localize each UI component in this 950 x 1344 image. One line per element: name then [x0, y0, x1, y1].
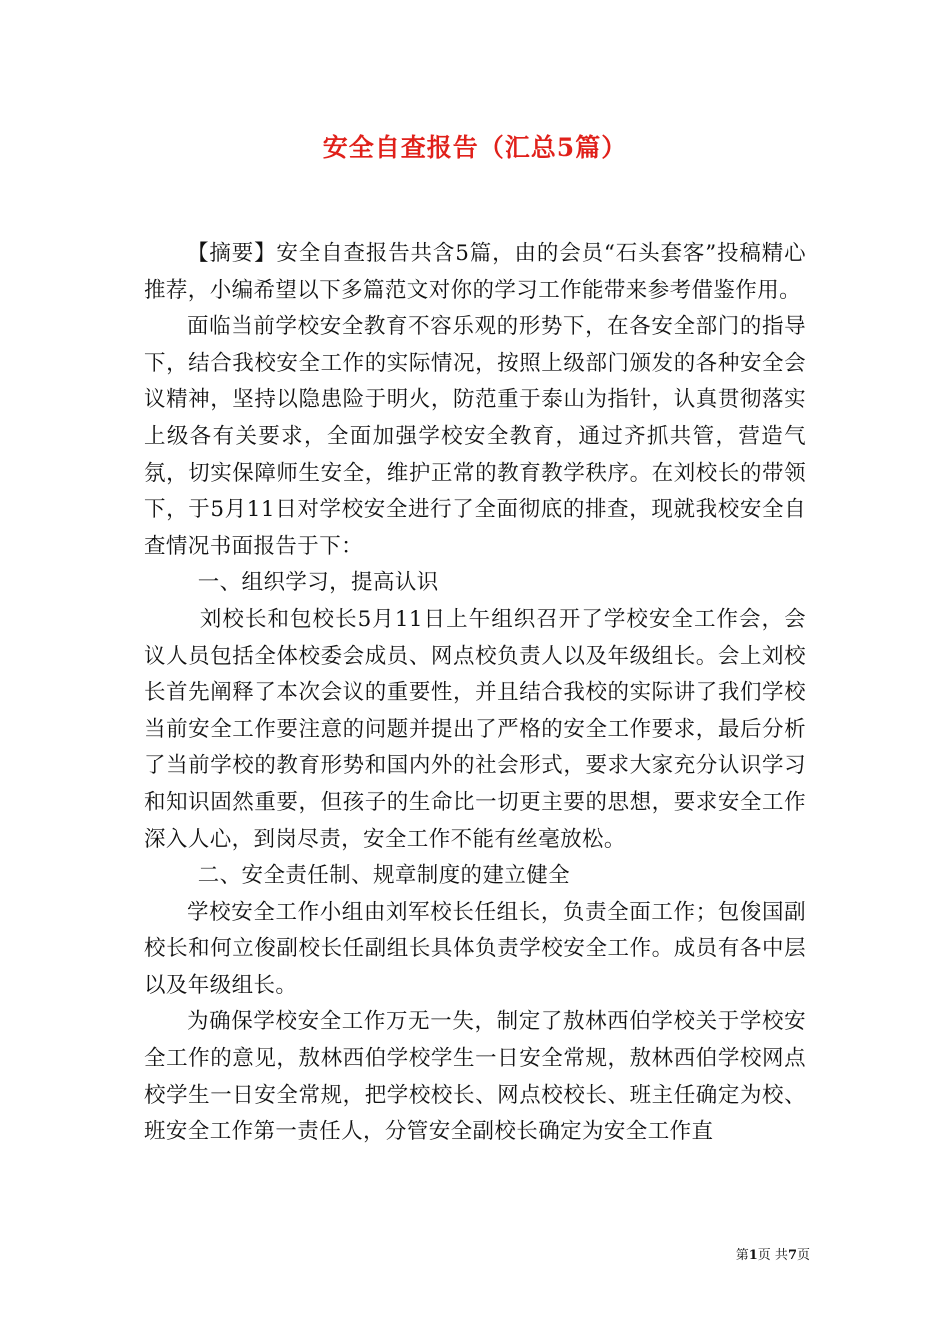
document-body: [144, 236, 806, 1151]
abstract-paragraph: 【摘要】安全自查报告共含5篇，由的会员“石头套客”投稿精心推荐，小编希望以下多篇范文对你的学习工作能带来参考借鉴作用。: [144, 241, 806, 303]
footer-page-number: 1: [748, 1248, 758, 1263]
section-2-paragraph-2: 为确保学校安全工作万无一失，制定了敖林西伯学校关于学校安全工作的意见，敖林西伯学校学生一日安全常规，敖林西伯学校网点校学生一日安全常规，把学校校长、网点校校长、班主任确定为校、班安全工作第一责任人，分管安全副校长确定为安全工作直: [144, 1009, 806, 1145]
footer-middle: 页 共: [757, 1248, 788, 1263]
document-title: 安全自查报告（汇总5篇）: [322, 133, 628, 162]
section-heading-2: 二、安全责任制、规章制度的建立健全: [197, 863, 571, 889]
footer-total-pages: 7: [787, 1248, 797, 1263]
footer-prefix: 第: [735, 1248, 749, 1263]
section-heading-1: 一、组织学习，提高认识: [197, 570, 439, 596]
footer-suffix: 页: [796, 1248, 810, 1263]
page-footer: [700, 1247, 810, 1265]
intro-paragraph: 面临当前学校安全教育不容乐观的形势下，在各安全部门的指导下，结合我校安全工作的实际情况，按照上级部门颁发的各种安全会议精神，坚持以隐患险于明火，防范重于泰山为指针，认真贯彻落实上级各有关要求，全面加强学校安全教育，通过齐抓共管，营造气氛，切实保障师生安全，维护正常的教育教学秩序。在刘校长的带领下，于5月11日对学校安全进行了全面彻底的排查，现就我校安全自查情况书面报告于下：: [144, 314, 806, 559]
section-2-paragraph-1: 学校安全工作小组由刘军校长任组长，负责全面工作；包俊国副校长和何立俊副校长任副组长具体负责学校安全工作。成员有各中层以及年级组长。: [144, 899, 806, 998]
section-1-paragraph: 刘校长和包校长5月11日上午组织召开了学校安全工作会，会议人员包括全体校委会成员、网点校负责人以及年级组长。会上刘校长首先阐释了本次会议的重要性，并且结合我校的实际讲了我们学校当前安全工作要注意的问题并提出了严格的安全工作要求，最后分析了当前学校的教育形势和国内外的社会形式，要求大家充分认识学习和知识固然重要，但孩子的生命比一切更主要的思想，要求安全工作深入人心，到岗尽责，安全工作不能有丝毫放松。: [144, 606, 806, 852]
